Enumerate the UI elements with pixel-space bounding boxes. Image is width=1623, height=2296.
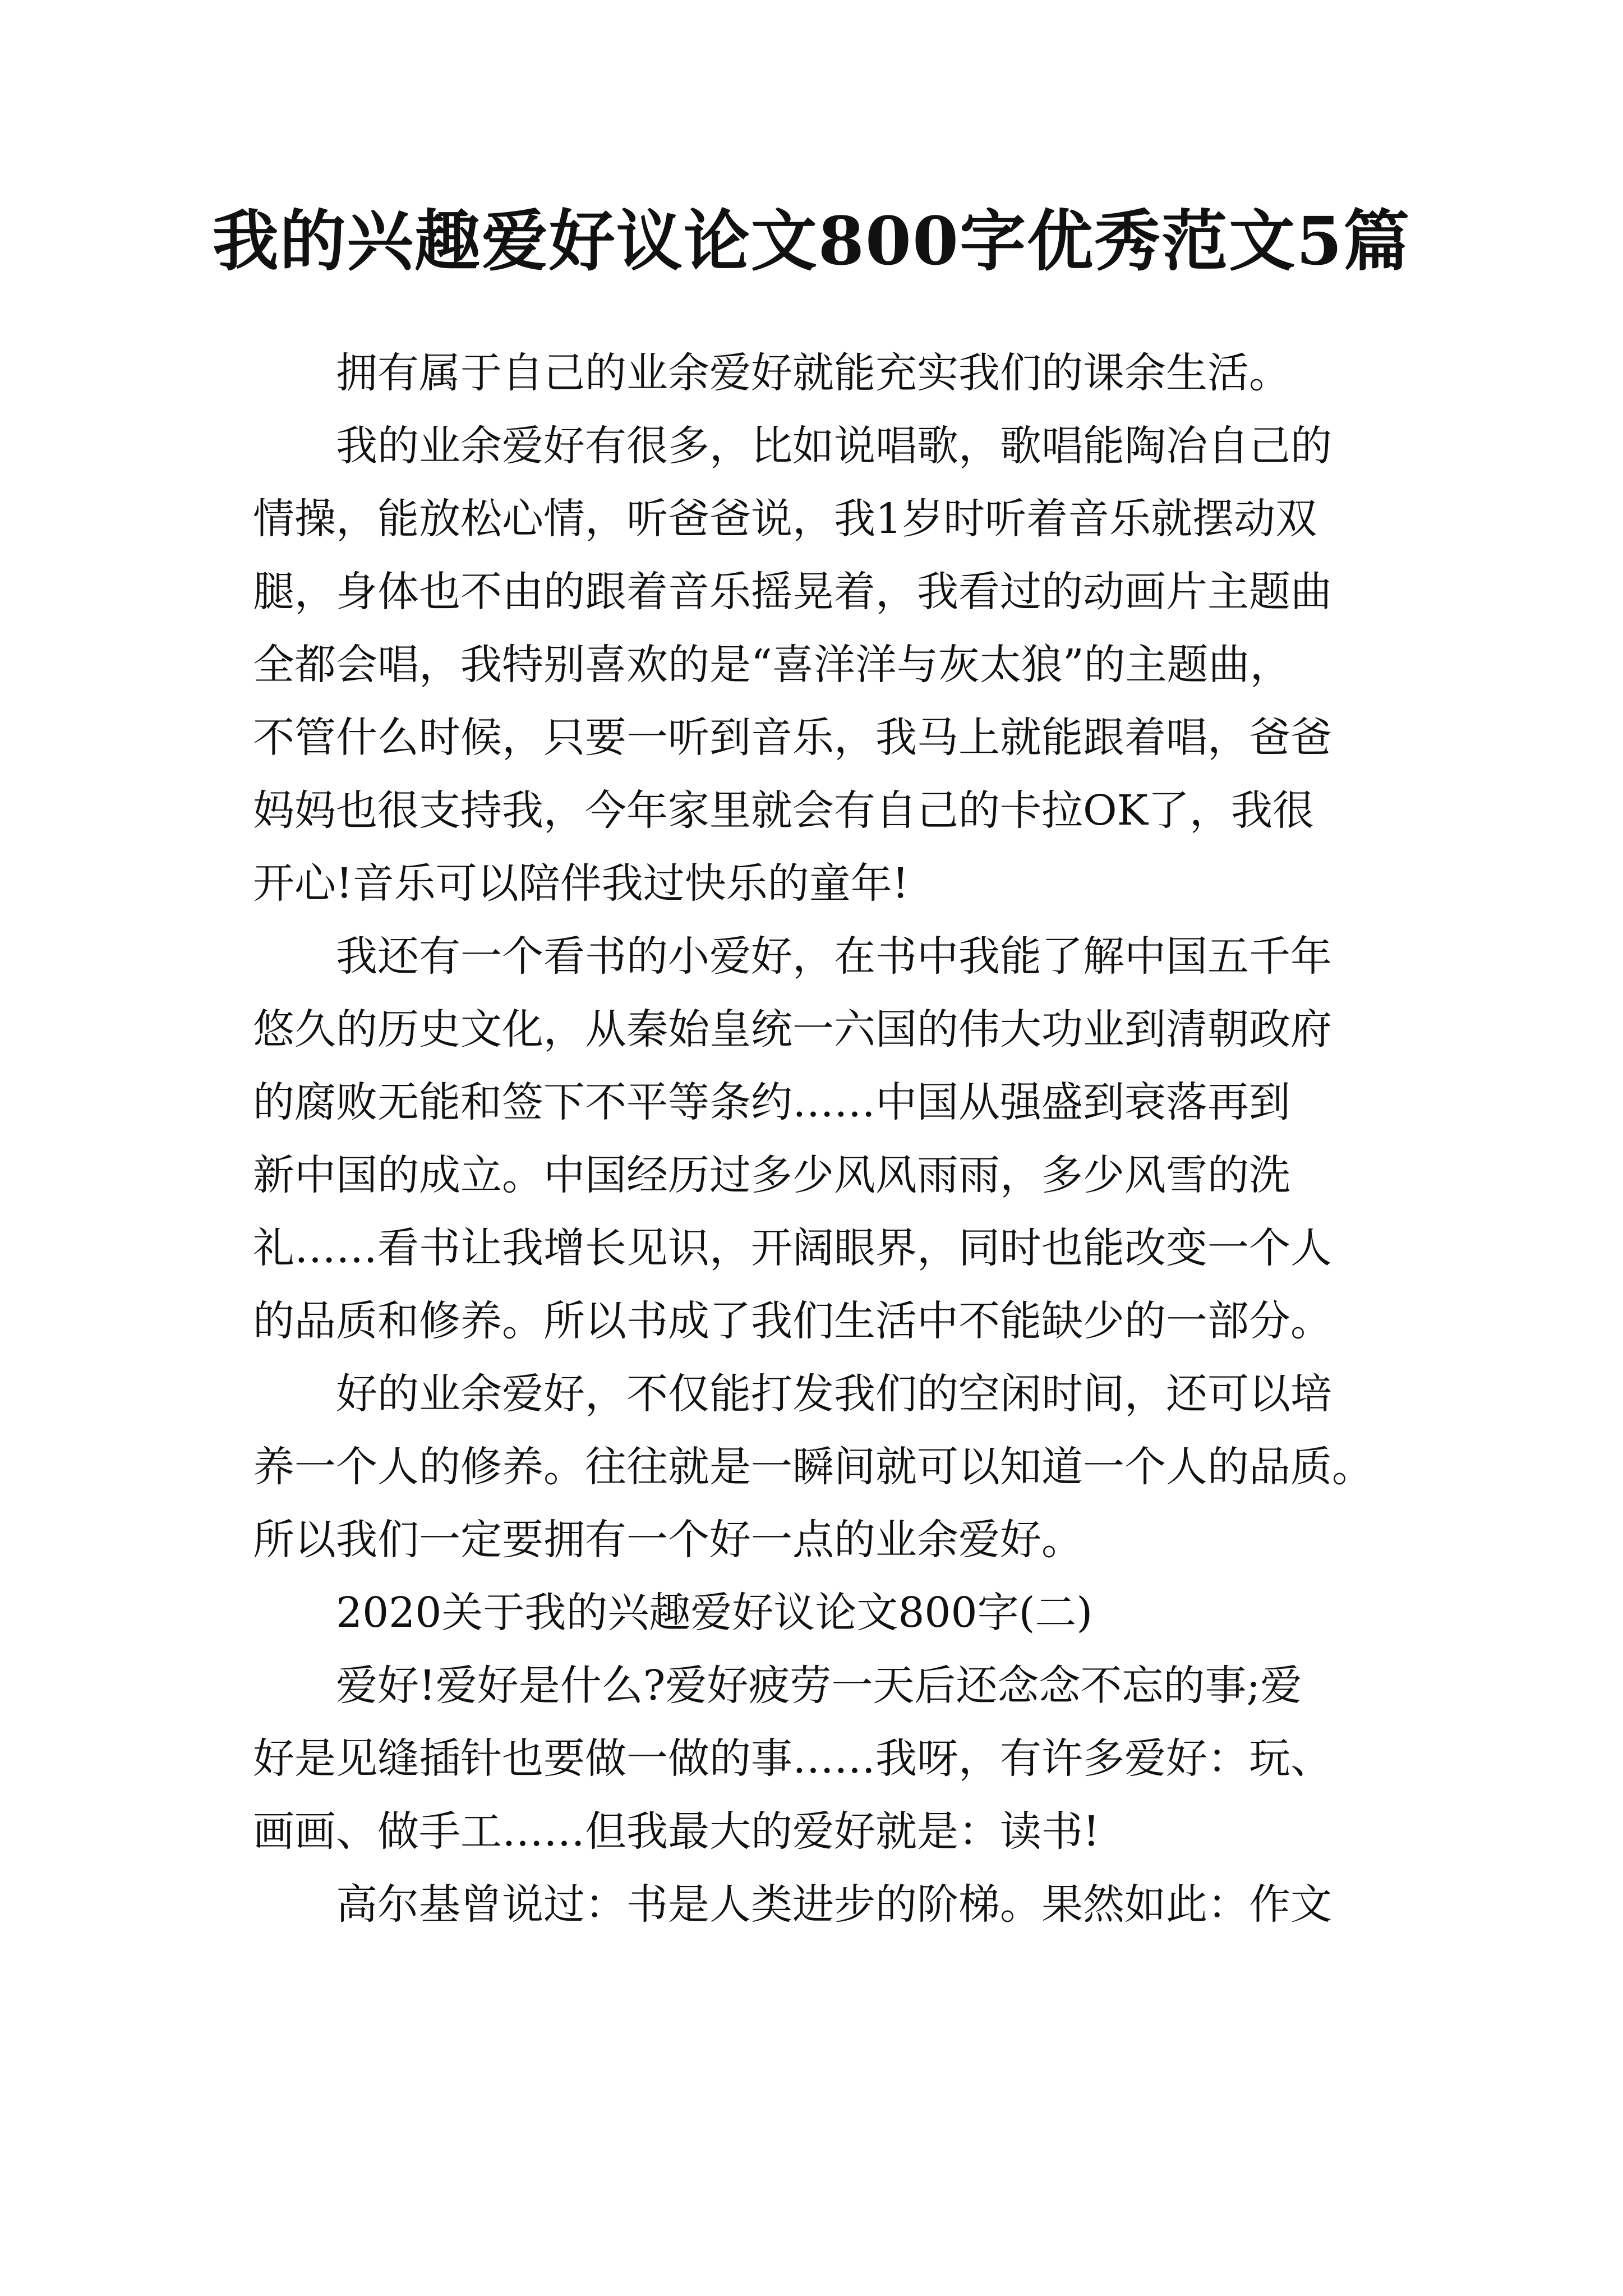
text-line: 新中国的成立。中国经历过多少风风雨雨，多少风雪的洗 [253, 1151, 1290, 1199]
text-line: 情操，能放松心情，听爸爸说，我1岁时听着音乐就摆动双 [253, 495, 1317, 543]
text-line: 悠久的历史文化，从秦始皇统一六国的伟大功业到清朝政府 [253, 1005, 1332, 1053]
text-line: 好是见缝插针也要做一做的事……我呀，有许多爱好：玩、 [253, 1734, 1332, 1783]
text-line: 腿，身体也不由的跟着音乐摇晃着，我看过的动画片主题曲 [253, 568, 1332, 616]
text-line: 拥有属于自己的业余爱好就能充实我们的课余生活。 [336, 349, 1290, 397]
text-line: 不管什么时候，只要一听到音乐，我马上就能跟着唱，爸爸 [253, 714, 1332, 762]
text-line: 画画、做手工……但我最大的爱好就是：读书! [253, 1807, 1100, 1856]
text-line: 妈妈也很支持我，今年家里就会有自己的卡拉OK了，我很 [253, 786, 1314, 835]
text-line: 的品质和修养。所以书成了我们生活中不能缺少的一部分。 [253, 1297, 1332, 1345]
text-line: 开心!音乐可以陪伴我过快乐的童年! [253, 859, 909, 908]
text-line: 礼……看书让我增长见识，开阔眼界，同时也能改变一个人 [253, 1224, 1332, 1272]
text-line: 我的业余爱好有很多，比如说唱歌，歌唱能陶冶自己的 [336, 422, 1332, 470]
text-line: 爱好!爱好是什么?爱好疲劳一天后还念念不忘的事;爱 [336, 1662, 1302, 1710]
text-line: 好的业余爱好，不仅能打发我们的空闲时间，还可以培 [336, 1370, 1332, 1418]
document-body [253, 337, 1391, 1941]
document-title: 我的兴趣爱好议论文800字优秀范文5篇 [212, 202, 1411, 280]
text-line: 养一个人的修养。往往就是一瞬间就可以知道一个人的品质。 [253, 1443, 1373, 1491]
text-line: 全都会唱，我特别喜欢的是“喜洋洋与灰太狼”的主题曲， [253, 641, 1292, 689]
text-line: 的腐败无能和签下不平等条约……中国从强盛到衰落再到 [253, 1078, 1290, 1126]
text-line: 2020关于我的兴趣爱好议论文800字(二) [336, 1589, 1093, 1637]
text-line: 我还有一个看书的小爱好，在书中我能了解中国五千年 [336, 932, 1332, 981]
text-line: 所以我们一定要拥有一个好一点的业余爱好。 [253, 1516, 1083, 1564]
text-line: 高尔基曾说过：书是人类进步的阶梯。果然如此：作文 [336, 1880, 1332, 1929]
